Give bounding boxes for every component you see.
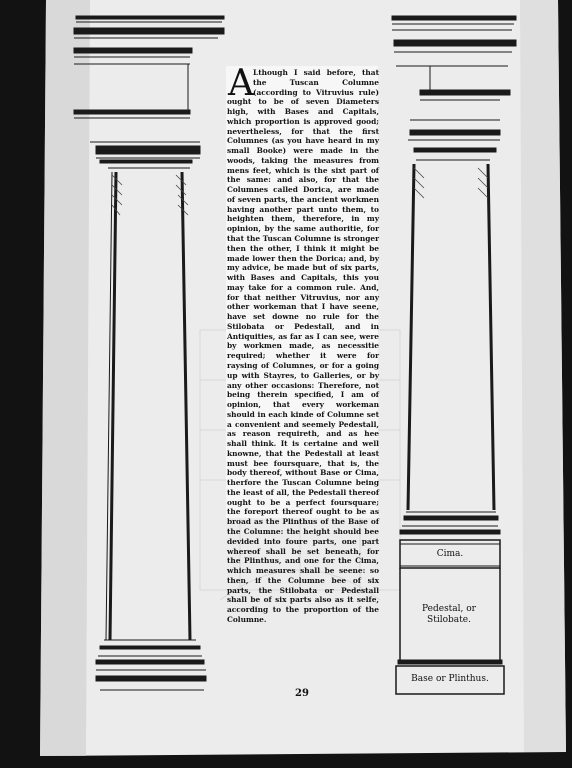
base-label: Base or Plinthus.: [411, 674, 489, 684]
body-text-block: [226, 63, 379, 624]
pedestal-label: Pedestal, or Stilobate.: [422, 604, 476, 625]
cima-label: Cima.: [436, 549, 464, 559]
drop-cap: A: [228, 63, 254, 104]
page-number: 29: [295, 688, 309, 699]
body-paragraph: Lthough I said before, that the Tuscan Columne (according to Vitruvius rule) ought to be of seven Diameters high, with Bases and Capitals, which proportion is approved good; nevertheless, for that the first Columnes (as you have heard in my small Booke) were made in the woods, taking the measures from mens feet, which is the sixt part of the same: and also, for that the Columnes called Dorica, are made of seven parts, the ancient workmen having another part unto them, to heighten them, therefore, in my opinion, by the same authoritie, for that the Tuscan Columne is stronger then the other, I think it might be made lower then the Dorica; and, by my advice, be made but of six parts, with Bases and Capitals, this you may take for a common rule. And, for that neither Vitruvius, nor any other workeman that I have seene, have set downe no rule for the Stilobata or Pedestall, and in Antiquities, as far as I can see, were by workmen made, as necessitie required; whether it were for raysing of Columnes, or for a going up with Stayres, to Galleries, or by any other occasions: Therefore, not being therein specified, I am of opinion, that every workeman should in each kinde of Columne set a convenient and seemely Pedestall, as reason requireth, and as hee shall think. It is certaine and well knowne, that the Pedestall at least must bee foursquare, that is, the body thereof, without Base or Cima, therfore the Tuscan Columne being the least of all, the Pedestall thereof ought to be a perfect foursquare; the foreport thereof ought to be as broad as the Plinthus of the Base of the Columne: the height should bee devided into foure parts, one part whereof shall be set beneath, for the Plinthus, and one for the Cima, which measures shall be seene: so then, if the Columne bee of six parts, the Stilobata or Pedestall shall be of six parts also as it selfe, according to the proportion of the Columne.: [227, 68, 379, 624]
